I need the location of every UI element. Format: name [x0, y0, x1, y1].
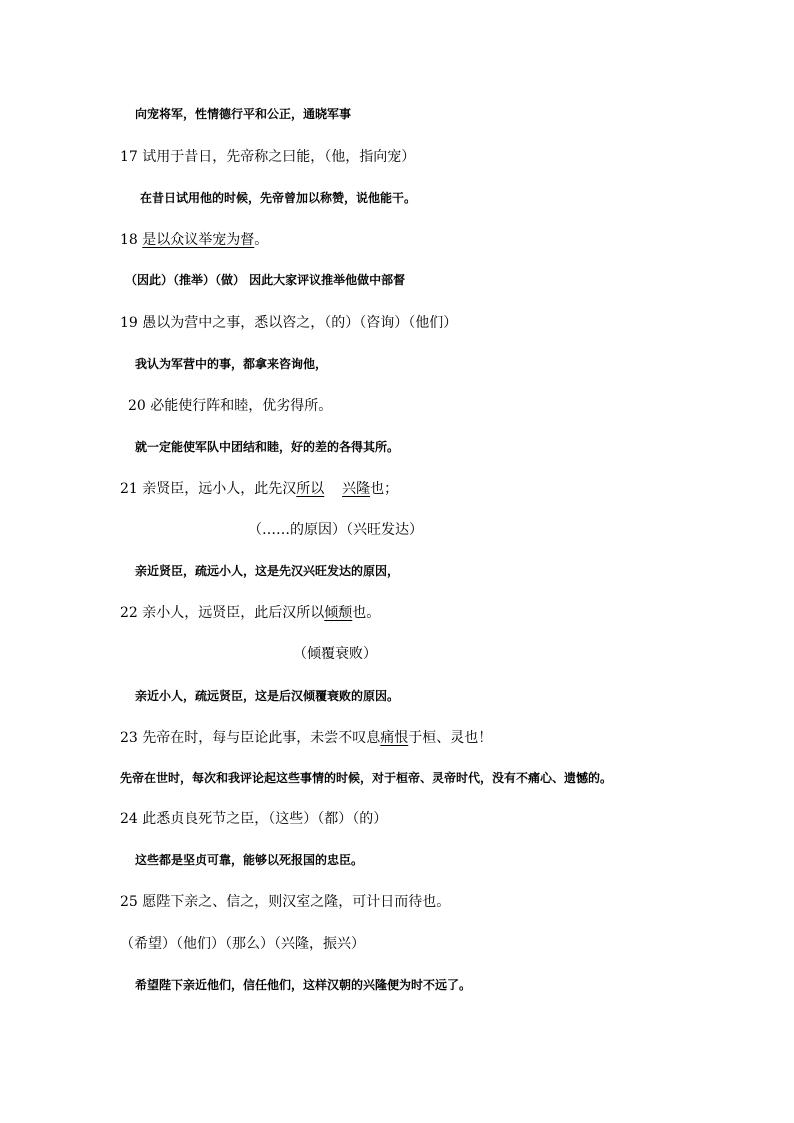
source-line: 17 试用于昔日，先帝称之曰能，（他，指向宠） — [120, 149, 416, 165]
source-line — [120, 728, 492, 748]
translation-line: 在昔日试用他的时候，先帝曾加以称赞，说他能干。 — [140, 191, 417, 205]
annotation-line: （希望）（他们）（那么）（兴隆，振兴） — [120, 936, 365, 952]
line-prefix: 18 — [120, 232, 143, 248]
source-line: 19 愚以为营中之事，悉以咨之，（的）（咨询）（他们） — [120, 315, 458, 331]
annotation-line: （……的原因）（兴旺发达） — [248, 522, 423, 538]
translation-line: 希望陛下亲近他们，信任他们，这样汉朝的兴隆便为时不远了。 — [135, 978, 472, 992]
translation-line: 这些都是坚贞可靠，能够以死报国的忠臣。 — [135, 853, 364, 867]
line-suffix: 于桓、灵也！ — [408, 730, 493, 746]
underlined-phrase: 所以 — [296, 481, 325, 497]
line-prefix: 23 先帝在时，每与臣论此事，未尝不叹息 — [120, 730, 381, 746]
source-line: 24 此悉贞良死节之臣，（这些）（都）（的） — [120, 811, 388, 827]
underlined-phrase: 倾颓 — [324, 605, 353, 621]
annotation-line: （倾覆衰败） — [293, 646, 377, 662]
underlined-phrase: 痛恨 — [380, 730, 409, 746]
line-prefix: 22 亲小人，远贤臣，此后汉所以 — [120, 605, 325, 621]
translation-line: 向宠将军，性情德行平和公正，通晓军事 — [135, 107, 352, 121]
translation-line: 亲近贤臣，疏远小人，这是先汉兴旺发达的原因， — [135, 564, 400, 578]
source-line — [120, 230, 268, 250]
underlined-phrase: 是以众议举宠为督 — [142, 232, 255, 248]
translation-line: 亲近小人，疏远贤臣，这是后汉倾覆衰败的原因。 — [135, 689, 400, 703]
line-suffix: 。 — [254, 232, 269, 248]
source-line: 20 必能使行阵和睦，优劣得所。 — [128, 398, 333, 414]
annotation-line: （因此）（推举）（做） 因此大家评议推举他做中部督 — [125, 273, 406, 287]
spacer — [324, 481, 342, 497]
line-prefix: 21 亲贤臣，远小人，此先汉 — [120, 481, 297, 497]
source-line — [120, 479, 398, 499]
line-suffix: 也； — [370, 481, 399, 497]
source-line — [120, 603, 380, 623]
translation-line: 先帝在世时，每次和我评论起这些事情的时候，对于桓帝、灵帝时代，没有不痛心、遗憾的。 — [120, 771, 613, 785]
translation-line: 就一定能使军队中团结和睦，好的差的各得其所。 — [135, 440, 400, 454]
source-line: 25 愿陛下亲之、信之，则汉室之隆，可计日而待也。 — [120, 894, 451, 910]
line-suffix: 也。 — [352, 605, 381, 621]
translation-line: 我认为军营中的事，都拿来咨询他， — [135, 357, 328, 371]
underlined-phrase: 兴隆 — [342, 481, 371, 497]
